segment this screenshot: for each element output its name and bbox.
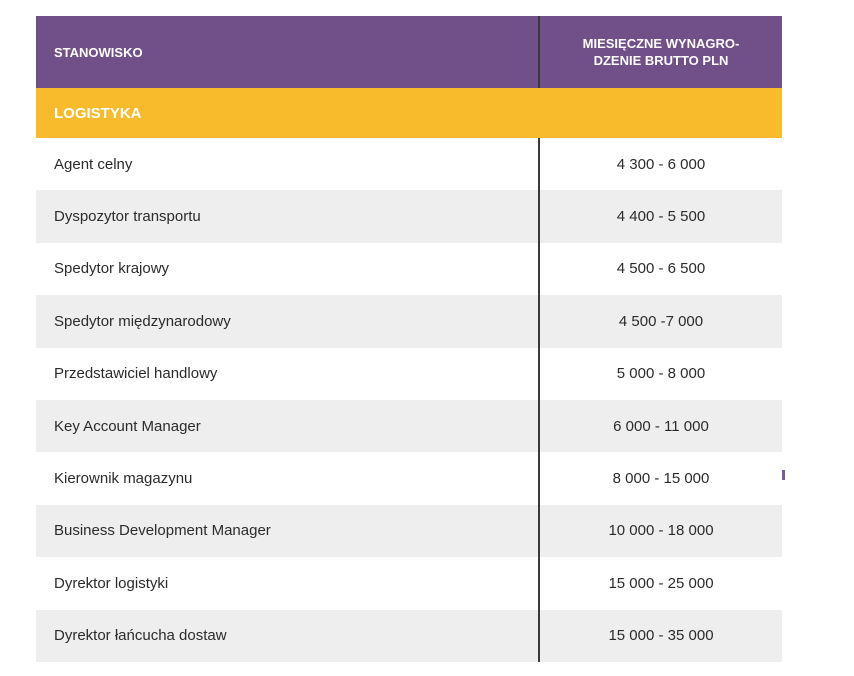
category-row: LOGISTYKA xyxy=(36,88,782,138)
table-row xyxy=(36,505,782,557)
salary-cell: 8 000 - 15 000 xyxy=(538,452,782,504)
position-cell: Dyrektor logistyki xyxy=(54,574,169,592)
header-position: STANOWISKO xyxy=(54,44,143,60)
table-row xyxy=(36,610,782,662)
table-header xyxy=(36,16,782,88)
table-row xyxy=(36,452,782,504)
salary-cell: 10 000 - 18 000 xyxy=(538,505,782,557)
salary-cell: 5 000 - 8 000 xyxy=(538,348,782,400)
position-cell: Przedstawiciel handlowy xyxy=(54,365,218,383)
position-cell: Business Development Manager xyxy=(54,522,271,540)
position-cell: Dyrektor łańcucha dostaw xyxy=(54,627,227,645)
table-row xyxy=(36,400,782,452)
salary-cell: 6 000 - 11 000 xyxy=(538,400,782,452)
table-row xyxy=(36,295,782,347)
position-cell: Agent celny xyxy=(54,155,133,173)
position-cell: Kierownik magazynu xyxy=(54,470,193,488)
salary-cell: 4 500 -7 000 xyxy=(538,295,782,347)
salary-cell: 4 300 - 6 000 xyxy=(538,138,782,190)
header-salary-label: MIESIĘCZNE WYNAGRO-DZENIE BRUTTO PLN xyxy=(582,36,740,68)
position-cell: Dyspozytor transportu xyxy=(54,208,201,226)
salary-cell: 15 000 - 25 000 xyxy=(538,557,782,609)
position-cell: Spedytor międzynarodowy xyxy=(54,312,231,330)
position-cell: Spedytor krajowy xyxy=(54,260,170,278)
salary-cell: 15 000 - 35 000 xyxy=(538,610,782,662)
salary-cell: 4 400 - 5 500 xyxy=(538,190,782,242)
header-salary xyxy=(538,16,782,88)
table-row xyxy=(36,348,782,400)
table-row xyxy=(36,138,782,190)
table-row xyxy=(36,557,782,609)
salary-table xyxy=(36,16,782,662)
table-row xyxy=(36,243,782,295)
salary-cell: 4 500 - 6 500 xyxy=(538,243,782,295)
table-row xyxy=(36,190,782,242)
edge-marker xyxy=(782,470,785,480)
position-cell: Key Account Manager xyxy=(54,417,201,435)
